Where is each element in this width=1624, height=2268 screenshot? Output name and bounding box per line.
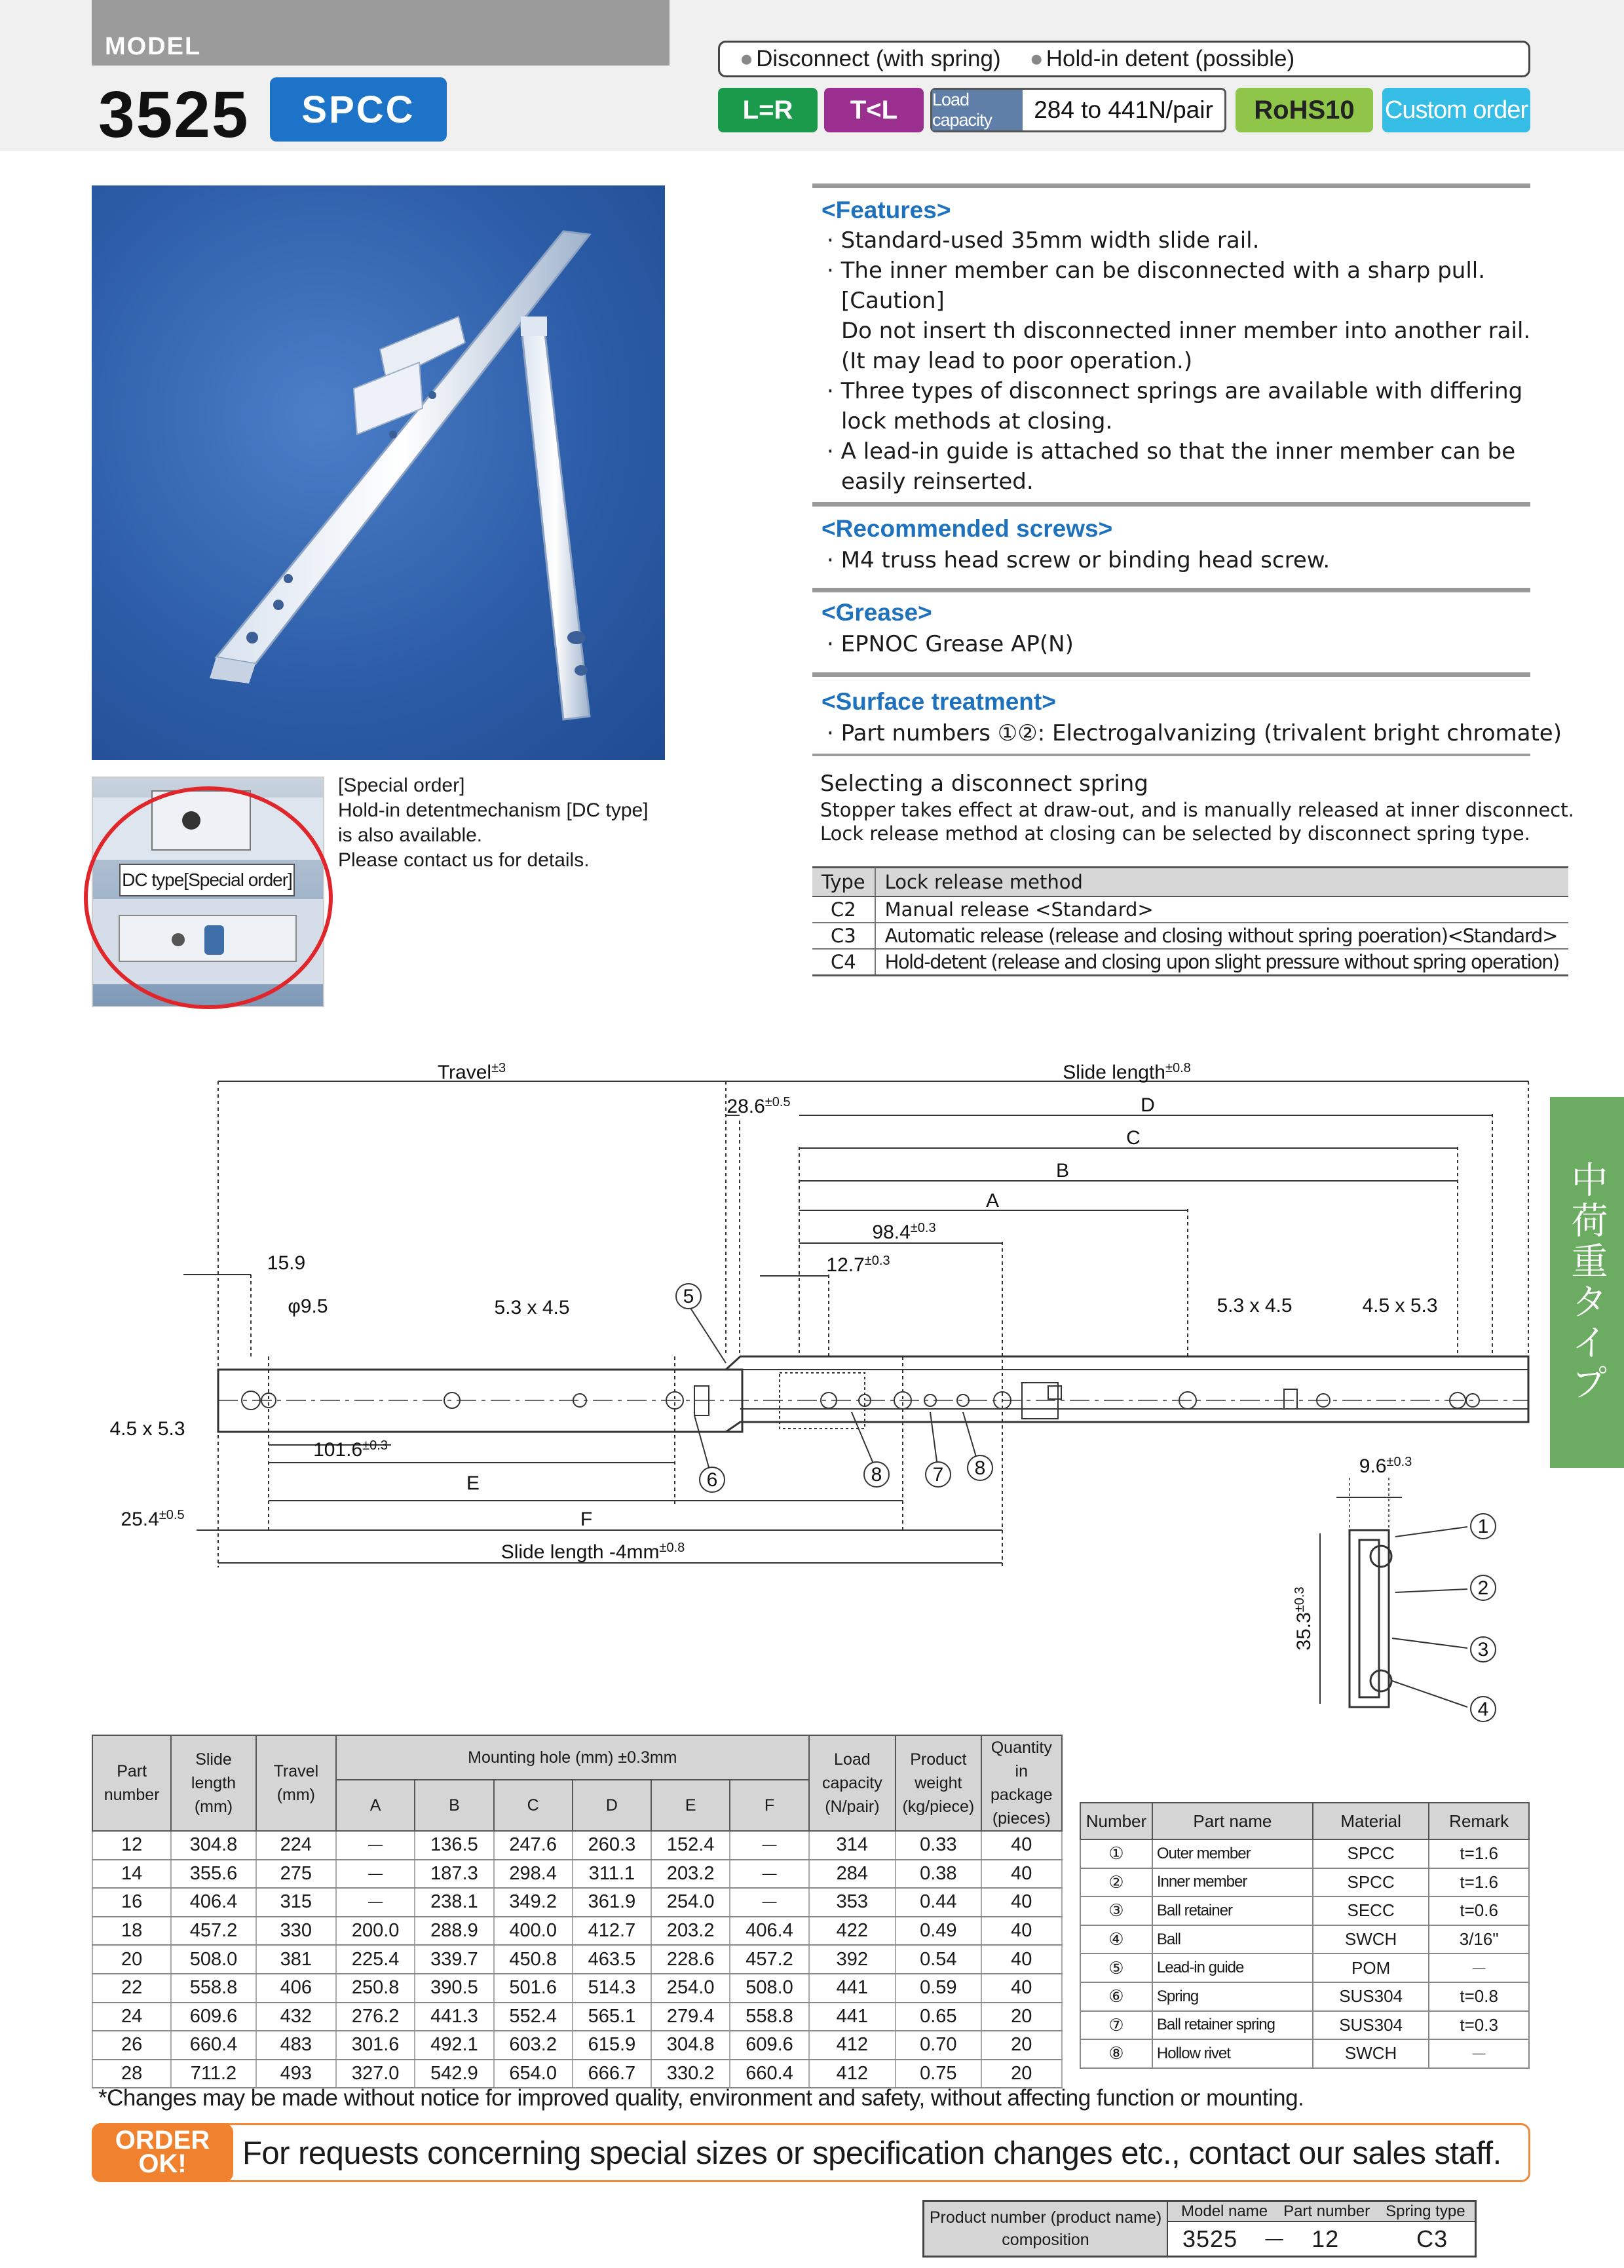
table-cell: 552.4 [494,2003,573,2031]
table-cell: 40 [981,1945,1062,1974]
table-row [92,1860,1062,1889]
table-cell: 314 [809,1831,896,1860]
table-row [92,1974,1062,2003]
table-cell: 0.54 [896,1945,981,1974]
table-cell: 353 [809,1888,896,1917]
table-cell: t=0.6 [1429,1896,1529,1925]
table-cell: 441 [809,2003,896,2031]
table-cell: 349.2 [494,1888,573,1917]
feature-item: · The inner member can be disconnected with a sharp pull. [827,258,1486,284]
screws-text: · M4 truss head screw or binding head screw. [827,547,1331,573]
table-cell: 392 [809,1945,896,1974]
table-cell: 20 [981,2031,1062,2060]
table-cell: Hollow rivet [1152,2039,1313,2068]
surface-text: · Part numbers ①②: Electrogalvanizing (trivalent bright chromate) [827,720,1562,746]
table-cell: 457.2 [730,1945,808,1974]
table-row: C3 Automatic release (release and closing without spring poeration)<Standard> [812,923,1568,949]
table-cell: 0.44 [896,1888,981,1917]
table-cell: SECC [1313,1896,1429,1925]
dim-slide-minus-4: Slide length $-4mm^{\pm 0.8}$ [500,1541,685,1563]
table-row [1080,1925,1529,1954]
table-cell: 200.0 [336,1917,415,1946]
table-cell: 441 [809,1974,896,2003]
table-cell: 20 [981,2060,1062,2088]
rohs-badge: RoHS10 [1236,88,1373,132]
table-cell: 463.5 [573,1945,651,1974]
table-row [92,2060,1062,2088]
dim-B: B [1055,1160,1070,1182]
table-cell: 492.1 [415,2031,493,2060]
table-cell: 275 [256,1860,336,1889]
table-cell: 330.2 [651,2060,730,2088]
feature-item: · Three types of disconnect springs are available with differing [827,378,1523,404]
table-cell: 412.7 [573,1917,651,1946]
table-cell: t=1.6 [1429,1868,1529,1897]
table-cell: 304.8 [651,2031,730,2060]
dim-F: F [580,1509,593,1530]
table-cell: 18 [92,1917,171,1946]
table-cell: 711.2 [171,2060,255,2088]
table-cell: 28 [92,2060,171,2088]
table-cell: 16 [92,1888,171,1917]
table-cell: － [730,1860,808,1889]
table-cell: 330 [256,1917,336,1946]
table-cell: 412 [809,2060,896,2088]
table-cell: t=1.6 [1429,1839,1529,1868]
table-cell: 654.0 [494,2060,573,2088]
table-cell: SWCH [1313,1925,1429,1954]
grease-title: <Grease> [821,599,932,626]
dim-slot-3: 4.5 x 5.3 [1362,1295,1438,1317]
table-cell: 457.2 [171,1917,255,1946]
table-cell: 508.0 [730,1974,808,2003]
table-cell: 666.7 [573,2060,651,2088]
table-cell: 615.9 [573,2031,651,2060]
table-cell: 558.8 [730,2003,808,2031]
table-row [92,1888,1062,1917]
feature-item-cont: [Caution] [841,288,945,314]
dim-A: A [985,1190,1000,1212]
table-cell: 20 [981,2003,1062,2031]
screws-title: <Recommended screws> [821,515,1113,542]
table-row: C4 Hold-detent (release and closing upon slight pressure without spring operation) [812,949,1568,976]
col-load: Load capacity (N/pair) [809,1735,896,1831]
table-row [92,1831,1062,1860]
feature-hold-in: ● Hold-in detent (possible) [1030,46,1295,72]
callout-6: 6 [706,1469,718,1491]
table-cell: ① [1080,1839,1152,1868]
table-cell: 493 [256,2060,336,2088]
feature-item-cont: lock methods at closing. [841,408,1113,434]
dim-E: E [466,1472,480,1494]
dim-slide-length: Slide length$^{\pm 0.8}$ [1063,1061,1191,1083]
table-cell: 327.0 [336,2060,415,2088]
table-row [92,2031,1062,2060]
table-cell: 224 [256,1831,336,1860]
table-cell: SUS304 [1313,1982,1429,2011]
dim-C: C [1126,1127,1141,1149]
category-side-tab: 中荷重タイプ [1550,1097,1624,1468]
table-cell: 315 [256,1888,336,1917]
table-cell: 203.2 [651,1860,730,1889]
table-cell: Outer member [1152,1839,1313,1868]
table-cell: 406 [256,1974,336,2003]
table-row [92,2003,1062,2031]
table-cell: 514.3 [573,1974,651,2003]
table-cell: 187.3 [415,1860,493,1889]
feature-item-cont: (It may lead to poor operation.) [841,348,1193,374]
table-cell: 406.4 [171,1888,255,1917]
callout-1: 1 [1477,1516,1489,1537]
table-cell: ⑦ [1080,2011,1152,2040]
table-cell: SUS304 [1313,2011,1429,2040]
table-cell: － [1429,1953,1529,1982]
dim-35-3: $35.3^{\pm 0.3}$ [1293,1586,1315,1651]
badge-l-equals-r: L=R [718,88,818,132]
table-row [1080,1896,1529,1925]
callout-5: 5 [683,1286,694,1307]
feature-item-cont: Do not insert th disconnected inner member into another rail. [841,318,1531,344]
table-cell: 225.4 [336,1945,415,1974]
table-cell: 609.6 [730,2031,808,2060]
section-rule [812,502,1530,507]
changes-note: *Changes may be made without notice for improved quality, environment and safety, without affecting function or mounting. [98,2085,1304,2111]
table-cell: t=0.3 [1429,2011,1529,2040]
table-row [92,1945,1062,1974]
table-cell: 355.6 [171,1860,255,1889]
table-cell: Spring [1152,1982,1313,2011]
table-cell: 0.59 [896,1974,981,2003]
load-capacity-label: Load capacity [932,90,1023,130]
callout-8: 8 [871,1464,882,1486]
feature-disconnect: ● Disconnect (with spring) [740,46,1001,72]
table-cell: 311.1 [573,1860,651,1889]
table-cell: 250.8 [336,1974,415,2003]
dim-12-7: $12.7^{\pm 0.3}$ [826,1254,890,1276]
product-number-composition: Product number (product name) composition Model name Part number Spring type 3525 － 12 C3 [922,2200,1477,2258]
order-ok-badge: ORDER OK! [92,2123,233,2182]
table-cell: 0.65 [896,2003,981,2031]
table-cell: ④ [1080,1925,1152,1954]
dim-phi-9-5: φ9.5 [288,1296,328,1317]
col-weight: Product weight (kg/piece) [896,1735,981,1831]
table-cell: 260.3 [573,1831,651,1860]
dim-9-6: $9.6^{\pm 0.3}$ [1359,1455,1412,1477]
section-rule [812,672,1530,677]
table-cell: 228.6 [651,1945,730,1974]
table-cell: 483 [256,2031,336,2060]
table-cell: 152.4 [651,1831,730,1860]
special-order-line: Please contact us for details. [338,849,590,871]
table-cell: 20 [92,1945,171,1974]
dim-slot-2: 5.3 x 4.5 [1217,1295,1293,1317]
table-cell: Lead-in guide [1152,1953,1313,1982]
table-cell: 22 [92,1974,171,2003]
col-quantity: Quantity in package (pieces) [981,1735,1062,1831]
table-cell: 0.38 [896,1860,981,1889]
table-cell: ⑥ [1080,1982,1152,2011]
feature-item-cont: easily reinserted. [841,469,1034,495]
lock-release-table: Type Lock release method C2 Manual release <Standard> C3 Automatic release (release and closing without spring poeration)<Standard> C4 Hold-detent (release and closing upon slight pressure without spring operation) [812,866,1568,976]
parts-table: Number Part name Material Remark ① Outer member SPCC t=1.6 ② Inner member SPCC t=1.6 ③ Ball retainer SECC t=0.6 ④ Ball SWCH 3/16" ⑤ Lead-in guide POM － ⑥ Spring SUS304 t=0.8 ⑦ Ball retainer spring SUS304 t=0.3 ⑧ Hollow rivet SWCH － [1080,1802,1530,2069]
callout-7: 7 [932,1464,944,1486]
table-cell: 542.9 [415,2060,493,2088]
surface-title: <Surface treatment> [821,688,1056,715]
table-cell: SPCC [1313,1839,1429,1868]
table-cell: 279.4 [651,2003,730,2031]
table-cell: 288.9 [415,1917,493,1946]
table-cell: Ball retainer [1152,1896,1313,1925]
feature-item: · A lead-in guide is attached so that the inner member can be [827,438,1516,465]
table-cell: 361.9 [573,1888,651,1917]
disconnect-desc: Stopper takes effect at draw-out, and is manually released at inner disconnect. Lock release method at closing can be selected by disconnect spring type. [820,799,1574,845]
table-cell: 14 [92,1860,171,1889]
table-cell: 660.4 [171,2031,255,2060]
features-list [827,225,1530,497]
table-cell: 284 [809,1860,896,1889]
load-capacity-value: 284 to 441N/pair [1034,96,1213,123]
special-order-line: [Special order] [338,775,465,796]
load-capacity-badge [930,88,1226,132]
section-rule [812,183,1530,188]
table-cell: 441.3 [415,2003,493,2031]
table-cell: 406.4 [730,1917,808,1946]
table-cell: 40 [981,1917,1062,1946]
table-cell: 339.7 [415,1945,493,1974]
section-rule [812,588,1530,592]
table-cell: － [1429,2039,1529,2068]
table-cell: 40 [981,1860,1062,1889]
table-row [1080,2039,1529,2068]
special-order-line: Hold-in detentmechanism [DC type] [338,799,649,821]
dim-25-4: $25.4^{\pm 0.5}$ [121,1508,185,1530]
table-cell: 254.0 [651,1888,730,1917]
dim-98-4: $98.4^{\pm 0.3}$ [872,1221,936,1243]
table-cell: － [336,1860,415,1889]
table-cell: 609.6 [171,2003,255,2031]
dim-slot-4: 4.5 x 5.3 [109,1418,185,1440]
dim-15-9: 15.9 [267,1252,306,1274]
dim-28-6: $28.6^{\pm 0.5}$ [727,1095,791,1117]
special-order-line: is also available. [338,824,483,846]
table-cell: 0.75 [896,2060,981,2088]
table-cell: 501.6 [494,1974,573,2003]
table-cell: Ball retainer spring [1152,2011,1313,2040]
table-cell: 422 [809,1917,896,1946]
table-cell: － [336,1831,415,1860]
table-cell: 450.8 [494,1945,573,1974]
table-row [1080,1868,1529,1897]
table-cell: 390.5 [415,1974,493,2003]
table-cell: SWCH [1313,2039,1429,2068]
table-cell: ③ [1080,1896,1152,1925]
table-cell: 40 [981,1974,1062,2003]
table-cell: 0.49 [896,1917,981,1946]
table-cell: － [730,1888,808,1917]
table-row: C2 Manual release <Standard> [812,896,1568,923]
table-cell: ② [1080,1868,1152,1897]
table-cell: 238.1 [415,1888,493,1917]
table-cell: 558.8 [171,1974,255,2003]
special-order-note [338,773,649,873]
table-cell: ⑤ [1080,1953,1152,1982]
callout-3: 3 [1477,1639,1489,1661]
table-cell: － [336,1888,415,1917]
dim-101-6: $101.6^{\pm 0.3}$ [313,1438,388,1461]
table-cell: ⑧ [1080,2039,1152,2068]
callout-2: 2 [1477,1577,1489,1599]
table-cell: 432 [256,2003,336,2031]
table-row [1080,1839,1529,1868]
table-cell: 254.0 [651,1974,730,2003]
table-cell: 40 [981,1888,1062,1917]
table-cell: 660.4 [730,2060,808,2088]
disconnect-title: Selecting a disconnect spring [820,771,1148,797]
table-cell: 136.5 [415,1831,493,1860]
features-title: <Features> [821,197,951,223]
table-cell: 412 [809,2031,896,2060]
section-rule [812,754,1530,756]
table-cell: 301.6 [336,2031,415,2060]
callout-8b: 8 [974,1457,986,1479]
table-cell: SPCC [1313,1868,1429,1897]
table-cell: 565.1 [573,2003,651,2031]
table-row [1080,1982,1529,2011]
table-cell: Ball [1152,1925,1313,1954]
table-cell: Inner member [1152,1868,1313,1897]
table-cell: 0.33 [896,1831,981,1860]
material-badge: SPCC [270,77,447,142]
table-cell: 203.2 [651,1917,730,1946]
dim-slot-1: 5.3 x 4.5 [494,1297,570,1318]
table-cell: 603.2 [494,2031,573,2060]
table-row [1080,1953,1529,1982]
order-message: For requests concerning special sizes or specification changes etc., contact our sales staff. [242,2136,1501,2171]
dim-travel: Travel$^{\pm 3}$ [437,1061,506,1083]
table-cell: 3/16" [1429,1925,1529,1954]
dc-type-highlight-ring [84,786,333,1009]
table-cell: 508.0 [171,1945,255,1974]
table-cell: 276.2 [336,2003,415,2031]
col-mounting-hole: Mounting hole (mm) ±0.3mm [336,1735,809,1780]
table-cell: 400.0 [494,1917,573,1946]
callout-4: 4 [1477,1699,1489,1720]
feature-item: · Standard-used 35mm width slide rail. [827,227,1260,254]
table-row [1080,2011,1529,2040]
table-cell: 0.70 [896,2031,981,2060]
table-cell: 26 [92,2031,171,2060]
dimension-drawing [0,1042,1624,1750]
col-slide-length: Slide length (mm) [171,1735,255,1831]
col-travel: Travel (mm) [256,1735,336,1831]
col-part-number: Part number [92,1735,171,1831]
table-cell: t=0.8 [1429,1982,1529,2011]
table-cell: 298.4 [494,1860,573,1889]
model-number: 3525 [98,78,250,151]
model-label: MODEL [105,33,202,60]
table-cell: POM [1313,1953,1429,1982]
table-cell: 304.8 [171,1831,255,1860]
product-photo [92,185,665,760]
table-row [92,1917,1062,1946]
custom-order-badge: Custom order [1382,88,1530,132]
table-cell: － [730,1831,808,1860]
table-cell: 24 [92,2003,171,2031]
badge-t-less-l: T<L [824,88,924,132]
grease-text: · EPNOC Grease AP(N) [827,631,1074,657]
dim-D: D [1141,1094,1155,1116]
table-cell: 12 [92,1831,171,1860]
table-cell: 40 [981,1831,1062,1860]
dc-type-label: DC type[Special order] [119,864,295,896]
table-cell: 381 [256,1945,336,1974]
table-cell: 247.6 [494,1831,573,1860]
feature-summary-box [718,41,1530,77]
dimensions-table: Part number Slide length (mm) Travel (mm) Mounting hole (mm) ±0.3mm Load capacity (N/pair) Product weight (kg/piece) Quantity in package (pieces) A B C D E F 12 304.8 224 － 136.5 247.6 260.3 152.4 － 314 0.33 40 14 355.6 275 － 187.3 298.4 311.1 203.2 － 284 0.38 40 16 406.4 315 － 238.1 349.2 361.9 254.0 － 353 0.44 40 18 457.2 330 200.0 288.9 400.0 412.7 203.2 406.4 422 0.49 40 20 508.0 381 225.4 339.7 450.8 463.5 228.6 457.2 392 0.54 40 22 558.8 406 250.8 390.5 501.6 514.3 254.0 508.0 441 0.59 40 24 609.6 432 276.2 441.3 552.4 565.1 279.4 558.8 441 0.65 20 26 660.4 483 301.6 492.1 603.2 615.9 304.8 609.6 412 0.70 20 28 711.2 493 327.0 542.9 654.0 666.7 330.2 660.4 412 0.75 20 [92,1735,1063,2088]
